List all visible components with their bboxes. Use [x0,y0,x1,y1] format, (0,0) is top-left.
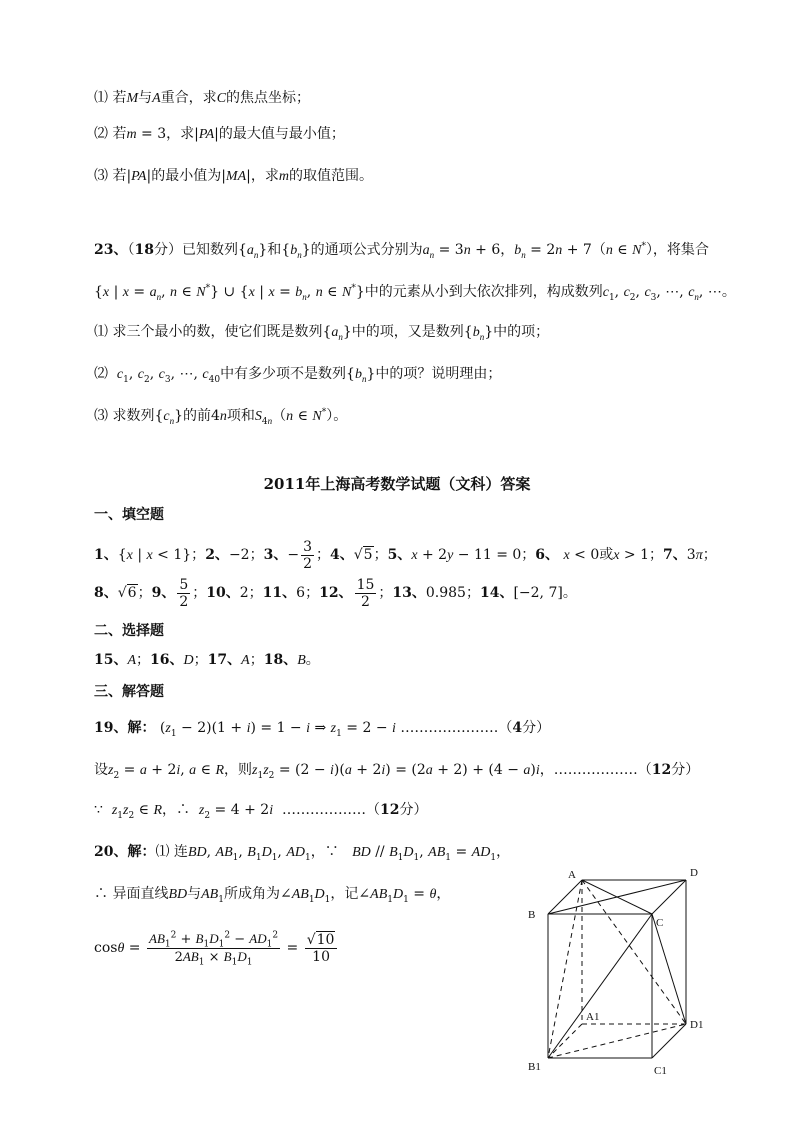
q20-line3: cosθ = $\frac{AB_1^2 + B_1D_1^2 - AD_1^2}{2AB_1 \times B_1D_1}$ = $\frac{√10}{10}$ [94,928,339,969]
q23-part2: ⑵ $c_1$, $c_2$, $c_3$, ⋯, $c_{40}$中有多少项不是数列$\{b_n\}$中的项？说明理由； [94,366,502,385]
label-A: A [568,869,576,881]
q20-line2: ∴ 异面直线BD与$AB_1$所成角为$\angle AB_1D_1$，记$\angle AB_1D_1 = \theta$， [94,886,451,905]
fill-answers-line2: 8、√6；9、 $\frac{5}{2}$ ；10、2；11、6；12、 $\frac{15}{2}$ ；13、0.985；14、[−2, 7]。 [94,576,577,610]
q19-line1: 19、解： $(z_1 - 2)(1 + i) = 1 - i$ ⇒ $z_1 = 2 - i$ …………………（4分） [94,720,551,739]
label-A1-main: A1 [586,1011,600,1023]
label-C1: C1 [654,1065,667,1077]
q22-part1: ⑴ 若M与A重合，求C的焦点坐标； [94,90,311,106]
label-A1 [586,1011,599,1023]
label-C: C [656,917,664,929]
q23-part3: ⑶ 求数列$\{c_n\}$的前4n项和$S_{4n}(n$ ∈ N*）。 [94,407,348,427]
label-D: D [690,867,698,879]
q22-part3: ⑶ 若|PA|的最小值为|MA|，求m的取值范围。 [94,168,373,184]
prism-figure [520,862,720,1082]
label-D1: D1 [690,1019,704,1031]
fill-answers-line1: 1、{x | x < 1}；2、−2；3、− $\frac{3}{2}$ ；4、√5；5、x + 2y − 11 = 0；6、 x < 0或x > 1；7、3π； [94,538,717,572]
q23-part1: ⑴ 求三个最小的数，使它们既是数列$\{a_n\}$中的项，又是数列$\{b_n\}$中的项； [94,324,550,342]
q23-set-line: {x | $x = a_n$, n ∈ N*} ∪ {x | $x = b_n$, n ∈ N*}中的元素从小到大依次排列，构成数列$c_1$, $c_2$, $c_3$, ⋯, $c_n$, ⋯。 [94,283,736,303]
section-fill-blank: 一、填空题 [94,507,164,523]
q20-line1: 20、解：⑴ 连BD, $AB_1$, $B_1D_1$, $AD_1$，∵ BD // $B_1D_1$, $AB_1 = AD_1$， [94,844,511,863]
answers-title: 2011年上海高考数学试题（文科）答案 [263,475,531,493]
q19-line2: 设$z_2 = a + 2i$, a ∈ R，则$z_1z_2 = (2 - i)(a + 2i) = (2a + 2) + (4 - a)i$，………………（12分） [94,762,700,781]
q19-line3: ∵ $z_1z_2$ ∈ R，∴ $z_2 = 4 + 2i$ ………………（12分） [94,802,428,821]
q23-intro: 23、（18分）已知数列$\{a_n\}$和$\{b_n\}$的通项公式分别为$a_n = 3n + 6$，$b_n = 2n + 7(n$ ∈ N*），将集合 [94,241,709,260]
choice-answers: 15、A；16、D；17、A；18、B。 [94,652,320,668]
label-B1: B1 [528,1061,541,1073]
section-choice: 二、选择题 [94,623,164,639]
section-solve: 三、解答题 [94,684,164,700]
q22-part2: ⑵ 若m = 3，求|PA|的最大值与最小值； [94,126,345,142]
label-B: B [528,909,536,921]
